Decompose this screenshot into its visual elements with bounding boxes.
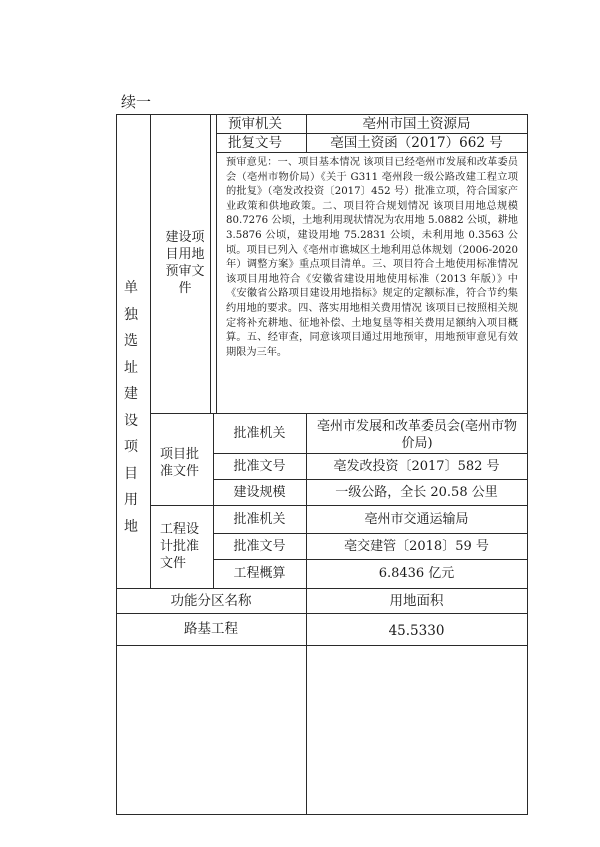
vertical-title-char: 建 xyxy=(124,386,138,402)
prereview-section-label: 建设项目用地预审文件 xyxy=(165,230,205,296)
engineering-approval-label: 工程设计批准文件 xyxy=(160,522,200,571)
vertical-title-char: 选 xyxy=(124,333,138,349)
title-column-divider xyxy=(150,114,151,588)
prereview-row-1 xyxy=(216,114,527,115)
vertical-title-char: 独 xyxy=(124,306,138,323)
project-row-1 xyxy=(213,453,527,454)
vertical-title xyxy=(118,275,144,540)
zone-row-area: 45.5330 xyxy=(388,623,445,639)
project-row-label: 建设规模 xyxy=(233,485,286,500)
zone-header-area: 用地面积 xyxy=(389,593,444,609)
vertical-title-char: 设 xyxy=(124,412,138,429)
zone-column-divider xyxy=(306,588,307,814)
engineering-row-label: 批准文号 xyxy=(233,539,286,554)
prereview-inner-divider xyxy=(216,114,217,413)
table-bottom-border xyxy=(116,814,528,815)
engineering-row-value: 亳州市交通运输局 xyxy=(364,512,469,527)
prereview-label-divider xyxy=(210,114,211,413)
project-approval-top xyxy=(150,413,527,414)
engineering-row-2 xyxy=(213,559,527,560)
vertical-title-char: 单 xyxy=(124,280,138,296)
prereview-doc-no-label: 批复文号 xyxy=(228,135,282,151)
project-row-value: 亳州市发展和改革委员会(亳州市物价局) xyxy=(316,419,518,451)
project-row-value: 一级公路，全长 20.58 公里 xyxy=(335,485,498,500)
project-row-label: 批准机关 xyxy=(233,426,286,441)
engineering-row-value: 6.8436 亿元 xyxy=(378,566,455,581)
table-right-border xyxy=(527,114,528,814)
project-row-label: 批准文号 xyxy=(233,459,286,474)
engineering-row-value: 亳交建管〔2018〕59 号 xyxy=(344,539,489,554)
zone-table-top xyxy=(116,588,527,589)
project-approval-label: 项目批准文件 xyxy=(160,447,200,479)
engineering-row-1 xyxy=(213,533,527,534)
prereview-authority-label: 预审机关 xyxy=(228,116,282,132)
zone-row-1-bottom xyxy=(116,645,527,646)
prereview-opinion-text: 预审意见：一、项目基本情况 该项目已经亳州市发展和改革委员会（亳州市物价局）《关于 G311 亳州段一级公路改建工程立项的批复》（亳发改投资〔2017〕452 号）批准立项，符合国家产业政策和供地政策。二、项目符合规划情况 该项目用地总规模 80.7276 公顷，土地利用现状情况为农用地 5.0882 公顷，耕地 3.5876 公顷，建设用地 75.2831 公顷，未利用地 0.3563 公顷。项目已列入《亳州市谯城区土地利用总体规划（2006-2020 年）调整方案》重点项目清单。三、项目符合土地使用标准情况 该项目用地符合《安徽省建设用地使用标准（2013 年版）》中《安徽省公路项目建设用地指标》规定的定额标准，符合节约集约用地的要求。四、落实用地相关费用情况 该项目已按照相关规定将补充耕地、征地补偿、土地复垦等相关费用足额纳入项目概算。五、经审查，同意该项目通过用地预审，用地预审意见有效期限为三年。 xyxy=(226,157,518,358)
vertical-title-char: 目 xyxy=(124,465,138,482)
prereview-doc-no-value: 亳国土资函（2017）662 号 xyxy=(330,135,503,151)
zone-row-name: 路基工程 xyxy=(184,621,238,637)
engineering-approval-top xyxy=(150,505,527,506)
vertical-title-char: 用 xyxy=(124,492,138,508)
project-row-value: 亳发改投资〔2017〕582 号 xyxy=(333,459,500,474)
continuation-label: 续一 xyxy=(121,93,152,111)
vertical-title-char: 址 xyxy=(124,359,138,376)
prereview-authority-value: 亳州市国土资源局 xyxy=(362,116,471,132)
project-row-2 xyxy=(213,479,527,480)
zone-header-bottom xyxy=(116,613,527,614)
prereview-row-2 xyxy=(216,133,527,134)
vertical-title-char: 项 xyxy=(124,439,138,455)
vertical-title-char: 地 xyxy=(124,518,138,535)
engineering-row-label: 工程概算 xyxy=(233,566,286,581)
prereview-row-3 xyxy=(216,152,527,153)
table-left-border xyxy=(116,114,117,814)
zone-header-name: 功能分区名称 xyxy=(170,593,252,609)
engineering-row-label: 批准机关 xyxy=(233,512,286,527)
